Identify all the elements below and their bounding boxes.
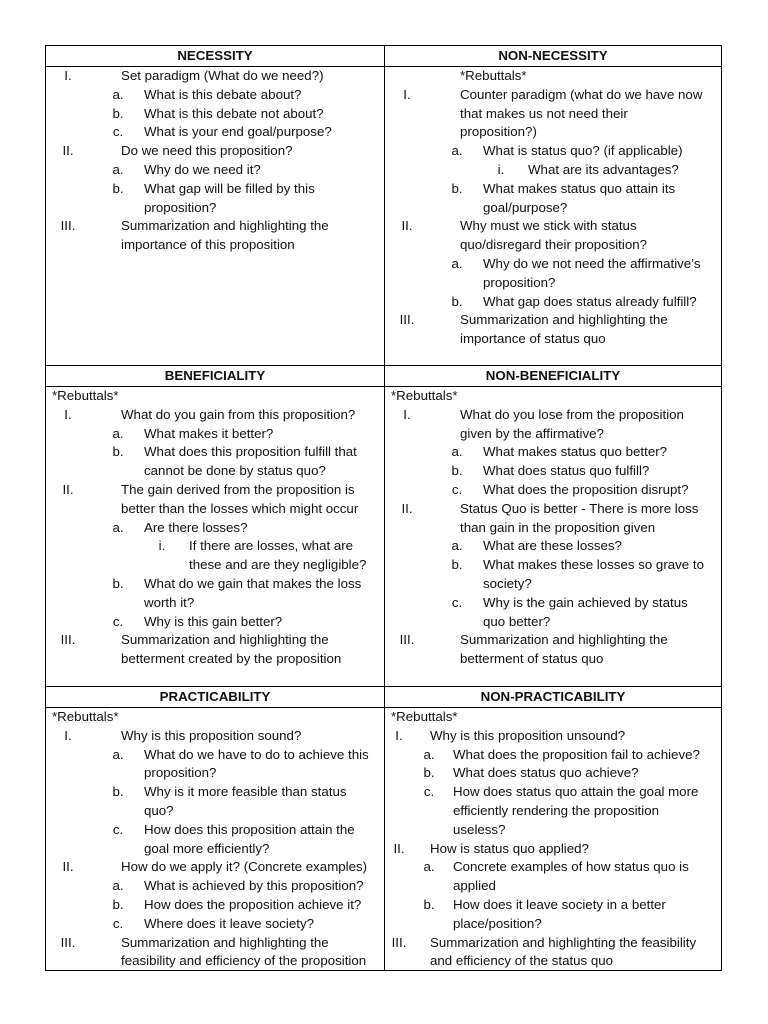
outline-number: a. [451, 256, 463, 271]
outline-number: b. [451, 463, 463, 479]
outline-text: Are there losses? [144, 519, 248, 535]
outline-text: What does status quo fulfill? [483, 463, 650, 479]
outline-text: Do we need this proposition? [121, 143, 293, 159]
outline-number: a. [112, 162, 124, 177]
outline-text: What makes these losses so grave to [483, 557, 704, 573]
outline-text: given by the affirmative? [460, 425, 604, 441]
outline-number: III. [399, 632, 415, 648]
outline-number: b. [112, 897, 124, 912]
outline-text: Where does it leave society? [144, 915, 314, 931]
heading-beneficiality: BENEFICIALITY [46, 366, 384, 387]
outline-number: b. [112, 444, 124, 460]
outline-text: Summarization and highlighting the [121, 632, 329, 648]
outline-text: quo better? [483, 613, 551, 629]
outline-number: a. [451, 444, 463, 460]
heading-non-necessity: NON-NECESSITY [385, 46, 721, 67]
outline-text: proposition? [144, 765, 217, 781]
outline-text: society? [483, 576, 532, 591]
cell-necessity [46, 46, 385, 365]
outline-number: III. [60, 934, 76, 950]
document-table [45, 45, 722, 971]
outline-text: efficiently rendering the proposition [453, 803, 659, 818]
outline-number: c. [112, 124, 124, 140]
outline-text: proposition?) [460, 124, 537, 140]
outline-text: that makes us not need their [460, 105, 628, 121]
outline-number: I. [395, 727, 403, 743]
outline-number: I. [64, 406, 72, 422]
outline-number: b. [423, 765, 435, 781]
rebuttals-label: *Rebuttals* [391, 388, 458, 403]
outline-text: importance of status quo [460, 331, 606, 347]
outline-number: b. [451, 180, 463, 196]
outline-text: goal/purpose? [483, 199, 568, 215]
outline-text: cannot be done by status quo? [144, 463, 326, 479]
outline-number: a. [423, 859, 435, 875]
outline-text: The gain derived from the proposition is [121, 482, 355, 497]
outline-text: Summarization and highlighting the [460, 632, 668, 648]
outline-text: worth it? [144, 594, 195, 610]
outline-text: What gap does status already fulfill? [483, 293, 697, 309]
outline-text: Why must we stick with status [460, 218, 637, 234]
outline-text: quo? [144, 803, 174, 818]
outline-text: What are these losses? [483, 538, 622, 554]
rebuttals-label: *Rebuttals* [52, 709, 119, 724]
outline-number: a. [112, 878, 124, 894]
outline-text: What is status quo? (if applicable) [483, 143, 683, 159]
heading-non-beneficiality: NON-BENEFICIALITY [385, 366, 721, 387]
outline-text: and efficiency of the status quo [430, 953, 614, 969]
outline-text: Why is it more feasible than status [144, 784, 347, 800]
outline-number: b. [451, 293, 463, 309]
outline-text: What do we have to do to achieve this [144, 746, 369, 762]
outline-number: II. [62, 859, 74, 875]
outline-text: How does this proposition attain the [144, 821, 355, 837]
outline-text: What is this debate not about? [144, 105, 324, 121]
outline-number: II. [401, 218, 413, 234]
outline-number: a. [451, 538, 463, 554]
section-row-beneficiality [46, 366, 721, 687]
outline-text: Why is this proposition sound? [121, 727, 302, 743]
outline-number: I. [64, 68, 72, 83]
outline-text: goal more efficiently? [144, 840, 270, 856]
outline-text: What makes it better? [144, 425, 274, 441]
outline-text: What makes status quo attain its [483, 180, 676, 196]
outline-text: How does the proposition achieve it? [144, 897, 362, 912]
heading-non-practicability: NON-PRACTICABILITY [385, 687, 721, 708]
outline-number: a. [112, 519, 124, 535]
outline-text: Summarization and highlighting the [121, 934, 329, 950]
outline-number: I. [403, 86, 411, 102]
outline-text: applied [453, 878, 496, 894]
outline-number: I. [64, 727, 72, 743]
outline-number: b. [423, 897, 435, 912]
outline-text: What do we gain that makes the loss [144, 576, 362, 591]
outline-text: Summarization and highlighting the [121, 218, 329, 234]
outline-number: b. [451, 557, 463, 573]
outline-text: Why is the gain achieved by status [483, 594, 688, 610]
cell-practicability [46, 687, 385, 971]
outline-number: a. [112, 425, 124, 441]
outline-number: III. [60, 632, 76, 648]
outline-text: What do you gain from this proposition? [121, 406, 356, 422]
outline-number: c. [451, 482, 463, 497]
outline-text: Status Quo is better - There is more loss [460, 500, 699, 516]
outline-text: What are its advantages? [528, 162, 679, 177]
outline-text: What is your end goal/purpose? [144, 124, 332, 140]
outline-text: betterment created by the proposition [121, 651, 342, 667]
rebuttals-label: *Rebuttals* [52, 388, 119, 403]
outline-text: What do you lose from the proposition [460, 406, 684, 422]
outline-text: What gap will be filled by this [144, 180, 315, 196]
outline-number: b. [112, 105, 124, 121]
outline-number: c. [112, 613, 124, 629]
outline-text: useless? [453, 821, 506, 837]
rebuttals-label: *Rebuttals* [460, 68, 527, 83]
outline-number: a. [112, 746, 124, 762]
outline-number: b. [112, 180, 124, 196]
outline-number: I. [403, 406, 411, 422]
outline-number: c. [112, 821, 124, 837]
outline-text: these and are they negligible? [189, 557, 367, 573]
outline-text: Concrete examples of how status quo is [453, 859, 689, 875]
outline-text: Why is this proposition unsound? [430, 727, 626, 743]
outline-number: a. [451, 143, 463, 159]
outline-number: II. [62, 143, 74, 159]
outline-text: How does it leave society in a better [453, 897, 666, 912]
outline-text: proposition? [483, 274, 556, 290]
outline-text: Why do we need it? [144, 162, 261, 177]
cell-non-necessity [385, 46, 721, 365]
outline-number: III. [60, 218, 76, 234]
outline-text: How is status quo applied? [430, 840, 589, 856]
outline-text: betterment of status quo [460, 651, 604, 667]
outline-number: a. [423, 746, 435, 762]
rebuttals-label: *Rebuttals* [391, 709, 458, 724]
outline-number: i. [158, 538, 166, 554]
outline-text: How do we apply it? (Concrete examples) [121, 859, 368, 875]
outline-text: Summarization and highlighting the [460, 312, 668, 328]
outline-number: c. [451, 594, 463, 610]
heading-necessity: NECESSITY [46, 46, 384, 67]
section-row-necessity [46, 46, 721, 366]
outline-text: If there are losses, what are [189, 538, 354, 554]
outline-number: i. [497, 162, 505, 177]
outline-text: proposition? [144, 199, 217, 215]
outline-text: What does the proposition fail to achieve? [453, 746, 700, 762]
cell-beneficiality [46, 366, 385, 686]
outline-text: What makes status quo better? [483, 444, 668, 460]
outline-number: II. [62, 482, 74, 497]
outline-text: Why do we not need the affirmative’s [483, 256, 701, 271]
outline-text: feasibility and efficiency of the proposition [121, 953, 367, 969]
heading-practicability: PRACTICABILITY [46, 687, 384, 708]
outline-text: than gain in the proposition given [460, 519, 656, 535]
outline-number: c. [423, 784, 435, 800]
cell-non-beneficiality [385, 366, 721, 686]
outline-text: What does the proposition disrupt? [483, 482, 689, 497]
outline-text: better than the losses which might occur [121, 500, 359, 516]
outline-text: How does status quo attain the goal more [453, 784, 699, 800]
outline-number: b. [112, 784, 124, 800]
outline-text: Set paradigm (What do we need?) [121, 68, 324, 83]
cell-non-practicability [385, 687, 721, 971]
outline-number: II. [393, 840, 405, 856]
outline-number: III. [399, 312, 415, 328]
outline-number: a. [112, 86, 124, 102]
outline-text: Counter paradigm (what do we have now [460, 86, 703, 102]
outline-text: What does status quo achieve? [453, 765, 639, 781]
outline-number: II. [401, 500, 413, 516]
outline-text: Summarization and highlighting the feasibility [430, 934, 697, 950]
outline-number: b. [112, 576, 124, 591]
outline-text: place/position? [453, 915, 542, 931]
outline-number: c. [112, 915, 124, 931]
outline-number: III. [391, 934, 407, 950]
outline-text: What does this proposition fulfill that [144, 444, 357, 460]
outline-text: What is achieved by this proposition? [144, 878, 364, 894]
section-row-practicability [46, 687, 721, 971]
outline-text: What is this debate about? [144, 86, 302, 102]
outline-text: importance of this proposition [121, 237, 295, 253]
outline-text: Why is this gain better? [144, 613, 283, 629]
outline-text: quo/disregard their proposition? [460, 237, 648, 253]
